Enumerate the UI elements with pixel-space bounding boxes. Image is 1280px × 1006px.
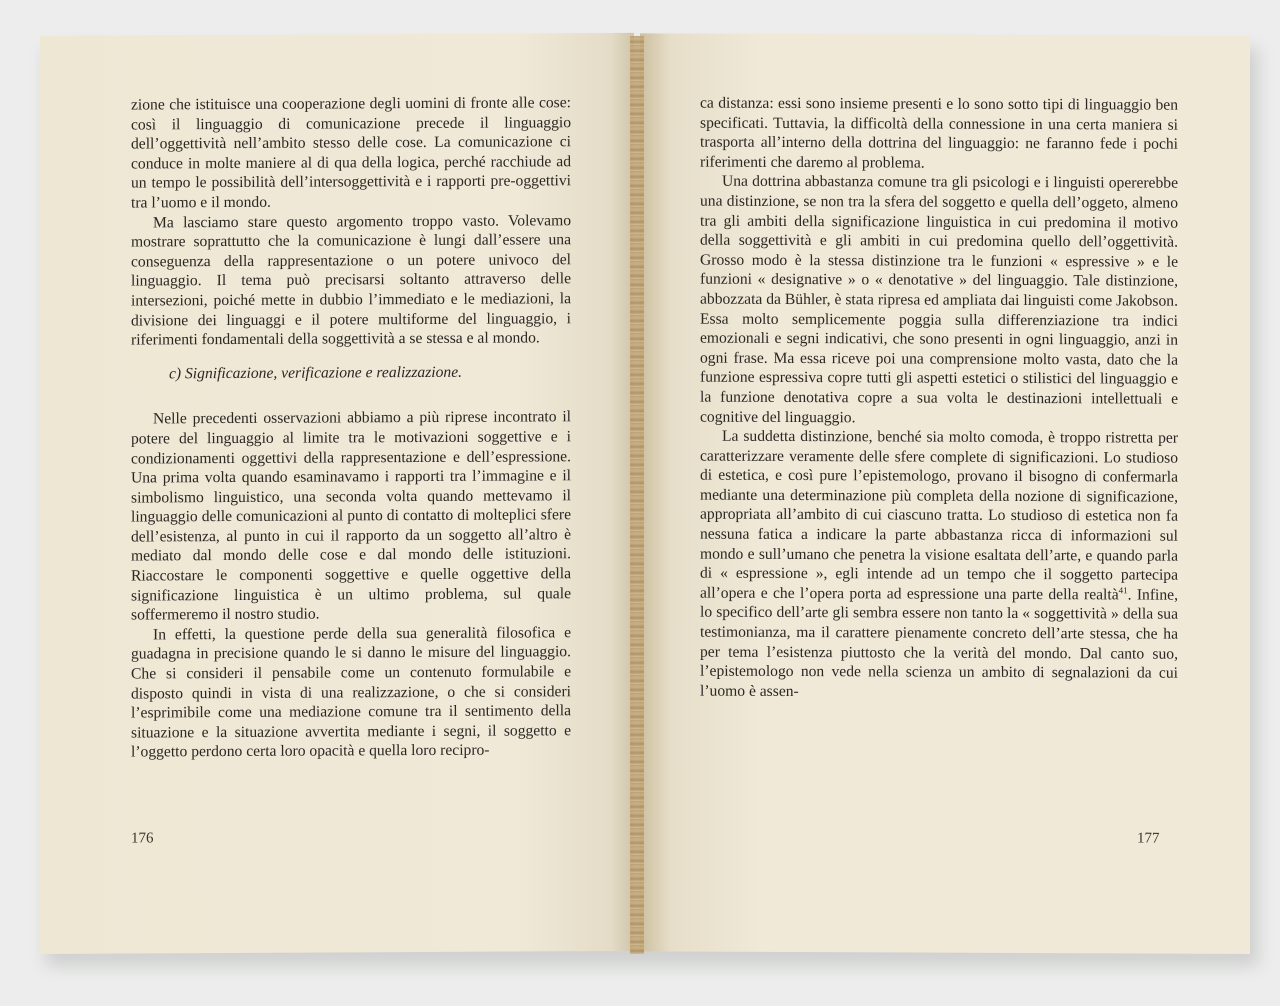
paragraph-text: La suddetta distinzione, benché sia molto comoda, è troppo ristretta per caratterizzare veramente delle sfere complete di significazioni. Lo studioso di estetica, e così pure l’epistemologo, provano il bisogno di confermarla mediante una determinazione più completa della nozione di significazione, appropriata all’ambito di cui ciascuno tratta. Lo studioso di estetica non fa nessuna fatica a indicare la parte abbastanza ricca di informazioni sul mondo e sull’umano che penetra la visione esaltata dell’arte, e quando parla di « espressione », egli intende ad un tempo che il soggetto partecipa all’opera e che l’opera porta ad espressione una parte della realtà <box>700 427 1178 604</box>
open-book <box>40 36 1250 954</box>
left-page <box>40 33 634 954</box>
left-page-text <box>131 93 571 762</box>
paragraph: Una dottrina abbastanza comune tra gli psicologi e i linguisti opererebbe una distinzione, se non tra la sfera del soggetto e quella dell’oggeto, almeno tra gli ambiti della significazione linguistica in cui predomina il motivo della soggettività e gli ambiti in cui predomina quello dell’oggettività. Grosso modo è la stessa distinzione tra le funzioni « espressive » e le funzioni « designative » o « denotative » del linguaggio. Tale distinzione, abbozzata da Bühler, è stata ripresa ed ampliata dai linguisti come Jakobson. Essa molto semplicemente poggia sulla differenziazione tra indici emozionali e segni indicativi, che sono presenti in ogni linguaggio, anzi in ogni frase. Ma essa riceve poi una comprensione molto vasta, dato che la funzione espressiva copre tutti gli aspetti estetici o stilistici del linguaggio e la funzione denotativa copre a sua volta le destinazioni intellettuali e cognitive del linguaggio. <box>700 173 1178 426</box>
paragraph-with-footnote <box>700 427 1178 703</box>
book-spine <box>630 36 644 954</box>
paragraph: ca distanza: essi sono insieme presenti e lo sono sotto tipi di linguaggio ben specificati. Tuttavia, la difficoltà della connessione in una certa maniera si trasporta all’interno della dottrina del linguaggio: ne faranno fede i pochi riferimenti che daremo al problema. <box>700 94 1178 172</box>
paragraph: In effetti, la questione perde della sua generalità filosofica e guadagna in precisione quando le si danno le misure del linguaggio. Che si consideri il pensabile come un contenuto formulabile e disposto quindi in vista di una realizzazione, o che si consideri l’esprimibile come una mediazione comune tra il sentimento della situazione e la situazione avvertita mediante i segni, il soggetto e l’oggetto perdono certa loro opacità e quella loro recipro- <box>131 624 571 761</box>
right-page <box>640 33 1250 954</box>
right-page-text <box>700 94 1178 703</box>
paragraph: Ma lasciamo stare questo argomento troppo vasto. Volevamo mostrare soprattutto che la comunicazione è lungi dall’essere una conseguenza della rappresentazione o un potere univoco del linguaggio. Il tema può precisarsi soltanto attraverso delle intersezioni, poiché mette in dubbio l’immediato e le mediazioni, la divisione dei linguaggi e il potere multiforme del linguaggio, i riferimenti fondamentali della soggettività a se stessa e al mondo. <box>131 211 571 349</box>
page-number-left: 176 <box>131 830 154 847</box>
paragraph-text-continued: . Infine, lo specifico dell’arte gli sembra essere non tanto la « soggettività » della sua testimonianza, ma il carattere pienamente concreto dell’arte stessa, che ha per tema l’esistenza piuttosto che la verità del mondo. Dal canto suo, l’epistemologo non vede nella scienza un ambito di segnalazioni da cui l’uomo è assen- <box>700 586 1178 700</box>
footnote-mark: 41 <box>1118 585 1128 596</box>
paragraph: Nelle precedenti osservazioni abbiamo a più riprese incontrato il potere del linguaggio al limite tra le motivazioni soggettive e i condizionamenti oggettivi della rappresentazione e dell’espressione. Una prima volta quando esaminavamo i rapporti tra l’immagine e il simbolismo linguistico, una seconda volta quando mettevamo il linguaggio delle comunicazioni al punto di contatto di molteplici sfere dell’esistenza, al punto in cui il rapporto da un soggetto all’altro è mediato dal mondo delle cose e dal mondo delle istituzioni. Riaccostare le componenti soggettive e quelle oggettive della significazione linguistica è un ultimo problema, sul quale soffermeremo il nostro studio. <box>131 408 571 624</box>
section-heading: c) Significazione, verificazione e realizzazione. <box>169 363 463 383</box>
paragraph: zione che istituisce una cooperazione degli uomini di fronte alle cose: così il linguaggio di comunicazione precede il linguaggio dell’oggettività nell’ambito stesso delle cose. La comunicazione ci conduce in molte maniere al di qua della logica, perché racchiude ad un tempo le possibilità dell’intersoggettività e i rapporti pre-oggettivi tra l’uomo e il mondo. <box>131 94 571 212</box>
page-number-right: 177 <box>1137 830 1160 847</box>
